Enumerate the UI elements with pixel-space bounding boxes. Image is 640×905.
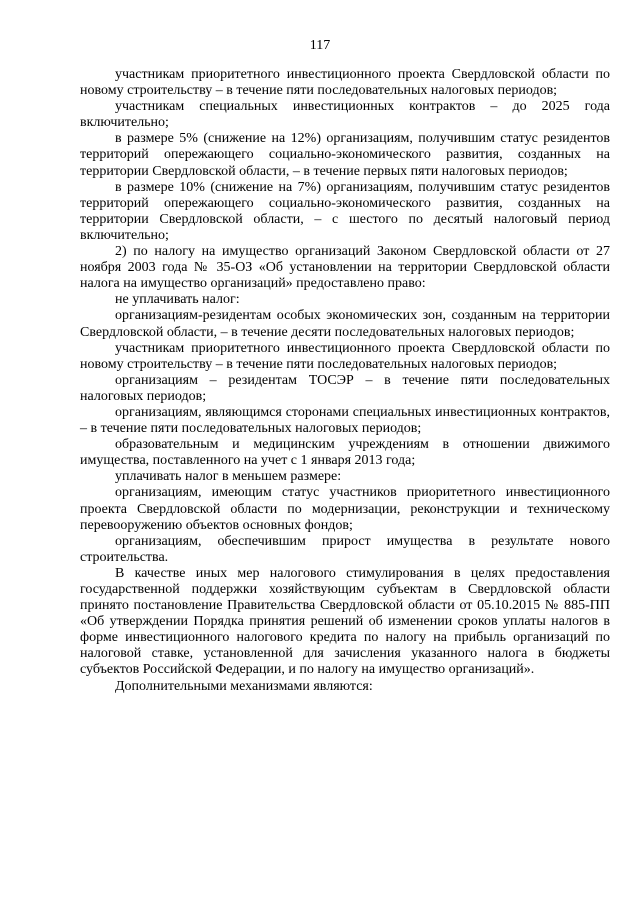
page-number: 117 xyxy=(309,38,331,53)
paragraph: участникам приоритетного инвестиционного проекта Свердловской области по новому строительству – в течение пяти последовательных налоговых периодов; xyxy=(80,340,610,372)
paragraph: в размере 5% (снижение на 12%) организациям, получившим статус резидентов территорий опережающего социально-экономического развития, созданных на территории Свердловской области, – в течение первых пяти налоговых периодов; xyxy=(80,131,610,179)
paragraph: в размере 10% (снижение на 7%) организациям, получившим статус резидентов территорий опережающего социально-экономического развития, созданных на территории Свердловской области, – с шестого по десятый налоговый период включительно; xyxy=(80,179,610,243)
paragraph: организациям, являющимся сторонами специальных инвестиционных контрактов, – в течение пяти последовательных налоговых периодов; xyxy=(80,404,610,437)
paragraph: участникам приоритетного инвестиционного проекта Свердловской области по новому строительству – в течение пяти последовательных налоговых периодов; xyxy=(80,67,610,99)
paragraph: участникам специальных инвестиционных контрактов – до 2025 года включительно; xyxy=(80,99,610,131)
paragraph: организациям, имеющим статус участников приоритетного инвестиционного проекта Свердловской области по модернизации, реконструкции и техническому перевооружению объектов основных фондов; xyxy=(80,485,610,533)
paragraph: Дополнительными механизмами являются: xyxy=(115,678,373,694)
paragraph: не уплачивать налог: xyxy=(115,292,240,308)
paragraph: 2) по налогу на имущество организаций Законом Свердловской области от 27 ноября 2003 года № 35-ОЗ «Об установлении на территории Свердловской области налога на имущество организаций» предоставлено право: xyxy=(80,244,610,292)
paragraph: организациям – резидентам ТОСЭР – в течение пяти последовательных налоговых периодов; xyxy=(80,372,610,404)
document-body xyxy=(80,67,610,695)
paragraph: В качестве иных мер налогового стимулирования в целях предоставления государственной поддержки хозяйствующим субъектам в Свердловской области принято постановление Правительства Свердловской области от 05.10.2015 № 885-ПП «Об утверждении Порядка принятия решений об изменении сроков уплаты налогов в форме инвестиционного налогового кредита по налогу на прибыль организаций по налоговой ставке, установленной для зачисления указанного налога в бюджеты субъектов Российской Федерации, и по налогу на имущество организаций». xyxy=(80,565,610,678)
paragraph: образовательным и медицинским учреждениям в отношении движимого имущества, поставленного на учет с 1 января 2013 года; xyxy=(80,437,610,469)
paragraph: организациям, обеспечившим прирост имущества в результате нового строительства. xyxy=(80,533,610,565)
paragraph: организациям-резидентам особых экономических зон, созданным на территории Свердловской области, – в течение десяти последовательных налоговых периодов; xyxy=(80,308,610,340)
paragraph: уплачивать налог в меньшем размере: xyxy=(115,469,342,485)
